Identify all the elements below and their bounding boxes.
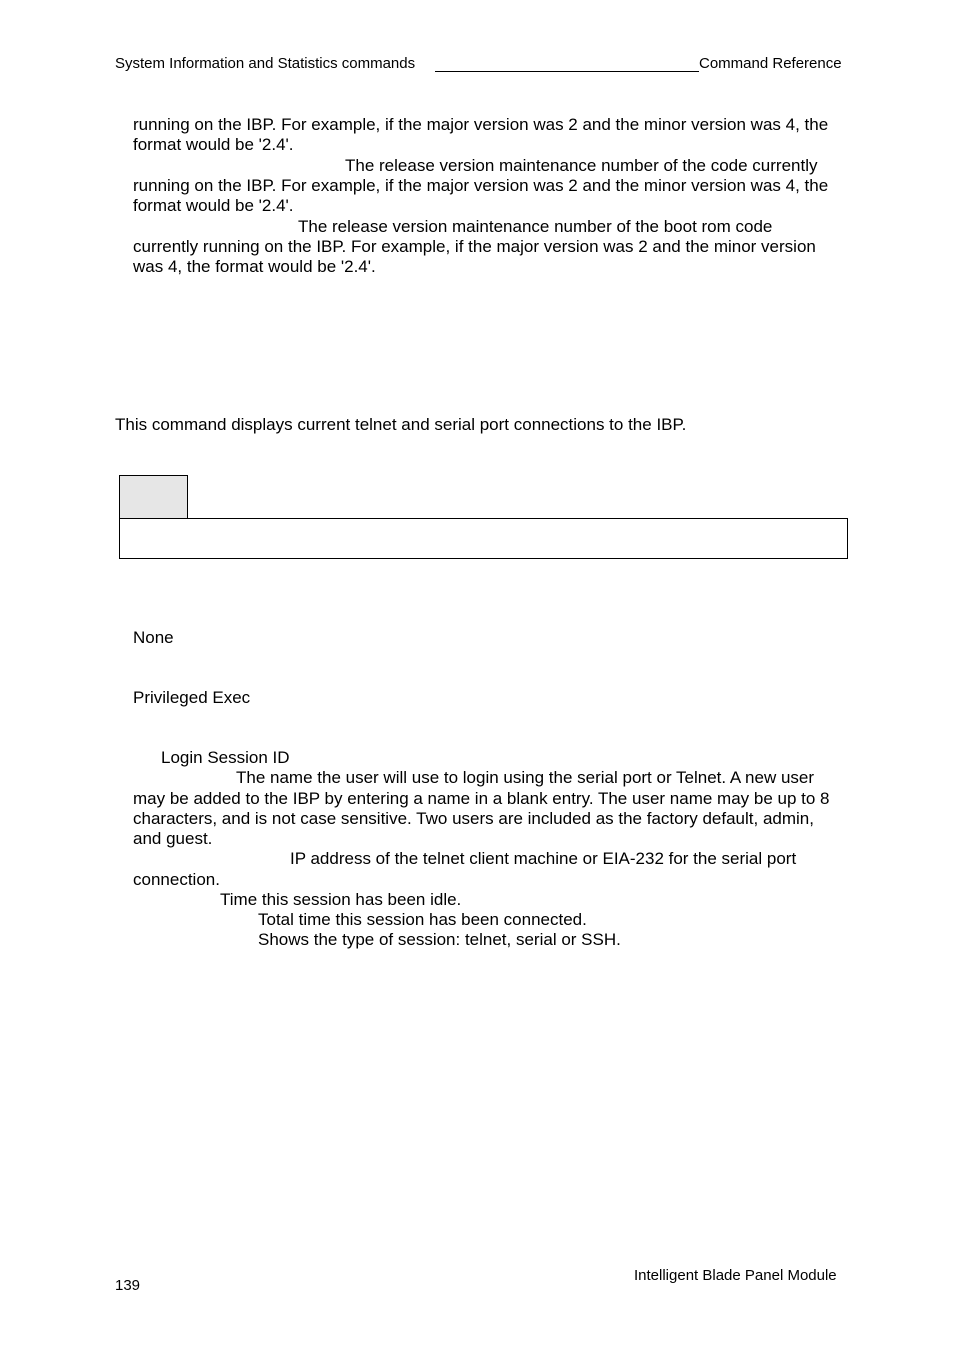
version-text-line-5: format would be '2.4'. — [133, 196, 294, 215]
field-session-time: Total time this session has been connected. — [258, 910, 587, 929]
version-text-line-3: The release version maintenance number of the code currently — [345, 156, 818, 175]
field-connection-line-2: connection. — [133, 870, 220, 889]
header-doc-title: Command Reference — [699, 55, 842, 72]
syntax-table-tab — [119, 475, 188, 519]
header-rule — [435, 71, 699, 72]
command-description: This command displays current telnet and serial port connections to the IBP. — [115, 415, 687, 434]
field-user-name-line-4: and guest. — [133, 829, 213, 848]
page-number: 139 — [115, 1277, 141, 1294]
version-text-line-8: was 4, the format would be '2.4'. — [133, 257, 376, 276]
header-section-title: System Information and Statistics commands — [115, 55, 416, 72]
field-connection-line-1: IP address of the telnet client machine or EIA-232 for the serial port — [290, 849, 797, 868]
version-text-line-2: format would be '2.4'. — [133, 135, 294, 154]
field-user-name-line-1: The name the user will use to login using the serial port or Telnet. A new user — [236, 768, 815, 787]
footer-product-name: Intelligent Blade Panel Module — [634, 1267, 837, 1284]
default-value: None — [133, 628, 174, 647]
field-user-name-line-2: may be added to the IBP by entering a name in a blank entry. The user name may be up to 8 — [133, 789, 830, 808]
field-user-name-line-3: characters, and is not case sensitive. Two users are included as the factory default, admin, — [133, 809, 814, 828]
syntax-table-body — [119, 518, 848, 559]
version-text-line-1: running on the IBP. For example, if the major version was 2 and the minor version was 4, the — [133, 115, 829, 134]
field-id-description: Login Session ID — [161, 748, 290, 767]
version-text-line-6: The release version maintenance number of the boot rom code — [298, 217, 773, 236]
version-text-line-4: running on the IBP. For example, if the major version was 2 and the minor version was 4, the — [133, 176, 829, 195]
field-idle-time: Time this session has been idle. — [220, 890, 462, 909]
command-mode: Privileged Exec — [133, 688, 251, 707]
field-session-type: Shows the type of session: telnet, serial or SSH. — [258, 930, 621, 949]
version-text-line-7: currently running on the IBP. For example, if the major version was 2 and the minor version — [133, 237, 816, 256]
